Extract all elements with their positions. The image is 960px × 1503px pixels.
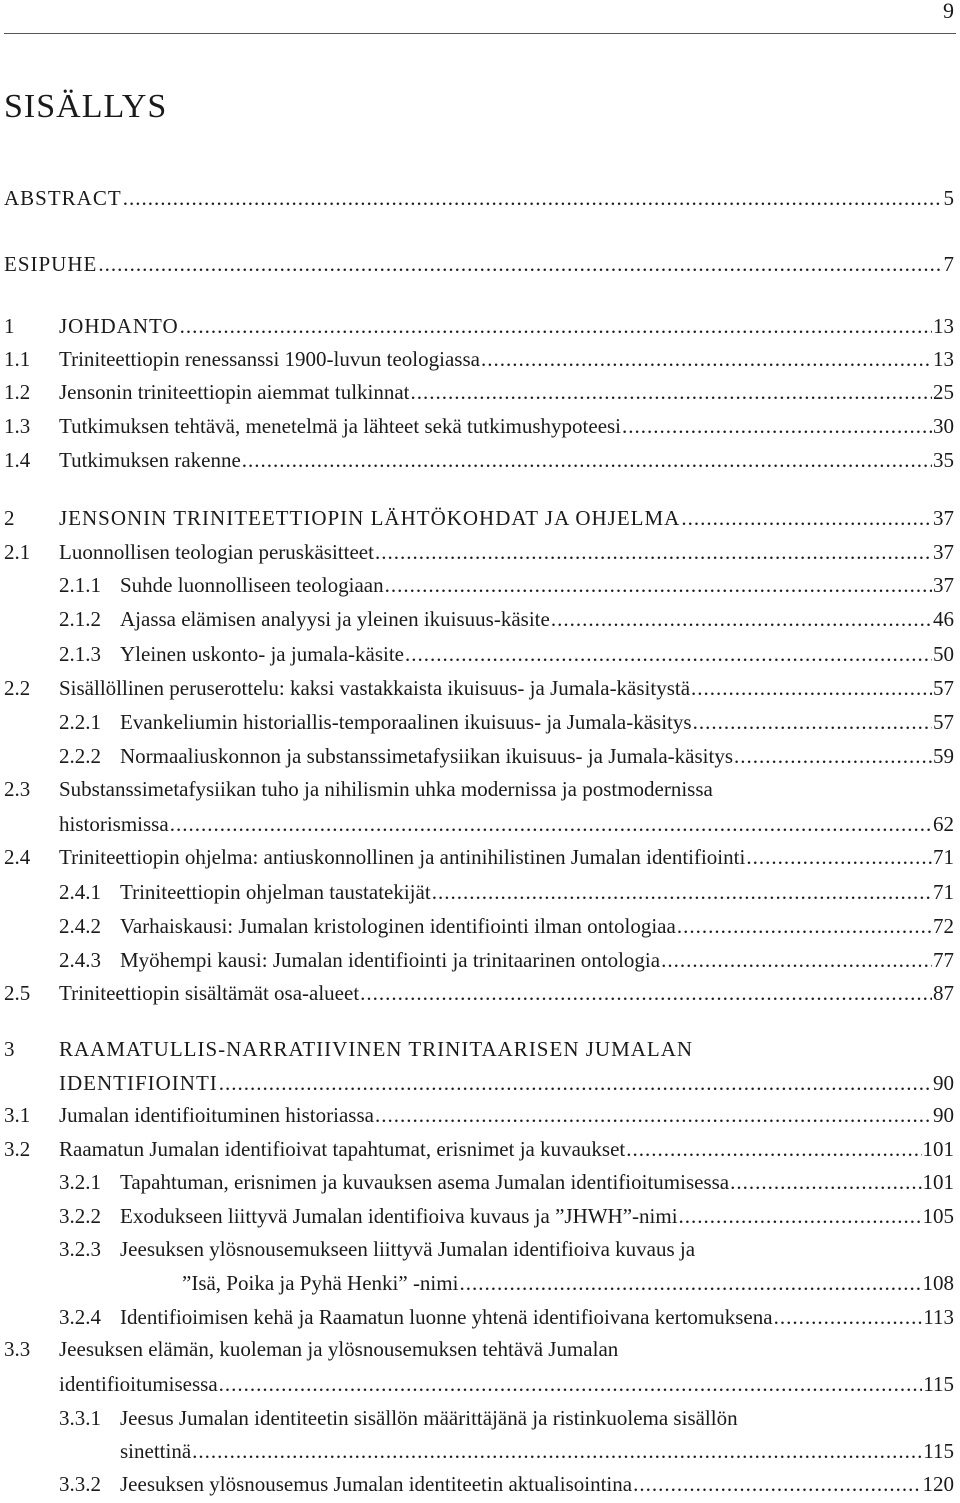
toc-dot-leader — [633, 1467, 921, 1501]
toc-entry-title: Tutkimuksen tehtävä, menetelmä ja lähteet sekä tutkimushypoteesi — [59, 414, 622, 438]
toc-entry-title: Normaaliuskonnon ja substanssimetafysiikan ikuisuus- ja Jumala-käsitys — [120, 744, 733, 768]
toc-dot-leader — [123, 181, 943, 215]
toc-dot-leader — [98, 247, 942, 281]
toc-entry-number: 3 — [4, 1037, 15, 1061]
toc-entry — [4, 602, 954, 636]
toc-entry-title: historismissa — [59, 812, 169, 836]
toc-entry-title: Varhaiskausi: Jumalan kristologinen identifiointi ilman ontologiaa — [120, 914, 676, 938]
toc-entry-page: 105 — [922, 1204, 954, 1228]
toc-entry-page: 120 — [922, 1472, 954, 1496]
toc-entry-title: Triniteettiopin ohjelman taustatekijät — [120, 880, 431, 904]
toc-dot-leader — [180, 309, 932, 343]
toc-entry-title: Triniteettiopin sisältämät osa-alueet — [59, 981, 360, 1005]
toc-entry-page: 13 — [933, 314, 954, 338]
toc-entry-page: 90 — [933, 1071, 954, 1095]
toc-dot-leader — [170, 807, 932, 841]
toc-dot-leader — [459, 1266, 921, 1300]
toc-entry-page: 62 — [933, 812, 954, 836]
toc-entry-page: 37 — [933, 540, 954, 564]
toc-entry — [4, 1032, 954, 1066]
toc-entry-title: identifioitumisessa — [59, 1372, 218, 1396]
toc-dot-leader — [551, 602, 932, 636]
toc-entry-number: 2.4.3 — [59, 948, 101, 972]
toc-entry-title: Tutkimuksen rakenne — [59, 448, 241, 472]
toc-entry-page: 37 — [933, 506, 954, 530]
toc-entry-page: 72 — [933, 914, 954, 938]
toc-entry-number: 3.2.4 — [59, 1305, 101, 1329]
toc-entry-page: 77 — [933, 948, 954, 972]
toc-entry-number: 1.4 — [4, 448, 31, 472]
toc-entry — [4, 976, 954, 1010]
toc-entry-page: 90 — [933, 1103, 954, 1127]
toc-entry — [4, 409, 954, 443]
toc-dot-leader — [219, 1066, 932, 1100]
toc-entry-number: 3.3.2 — [59, 1472, 101, 1496]
toc-entry-title: Jensonin triniteettiopin aiemmat tulkinnat — [59, 380, 410, 404]
toc-entry — [4, 501, 954, 535]
toc-dot-leader — [681, 501, 932, 535]
toc-entry-title: Raamatun Jumalan identifioivat tapahtumat, erisnimet ja kuvaukset — [59, 1137, 626, 1161]
toc-entry — [4, 1132, 954, 1166]
toc-entry-title: Tapahtuman, erisnimen ja kuvauksen asema Jumalan identifioitumisessa — [120, 1170, 730, 1194]
toc-dot-leader — [219, 1367, 923, 1401]
toc-entry-number: 3.2.2 — [59, 1204, 101, 1228]
toc-entry-page: 87 — [933, 981, 954, 1005]
toc-dot-leader — [192, 1434, 922, 1468]
toc-entry-title: Jeesuksen ylösnousemus Jumalan identiteetin aktualisointina — [120, 1472, 633, 1496]
toc-entry-title: RAAMATULLIS-NARRATIIVINEN TRINITAARISEN JUMALAN — [59, 1037, 694, 1061]
toc-entry-title: Luonnollisen teologian peruskäsitteet — [59, 540, 374, 564]
toc-entry-title: JENSONIN TRINITEETTIOPIN LÄHTÖKOHDAT JA OHJELMA — [59, 506, 681, 530]
toc-entry-number: 3.1 — [4, 1103, 31, 1127]
toc-entry-title: Sisällöllinen peruserottelu: kaksi vastakkaista ikuisuus- ja Jumala-käsitystä — [59, 676, 691, 700]
toc-dot-leader — [691, 671, 932, 705]
toc-entry-page: 57 — [933, 710, 954, 734]
toc-entry — [4, 1232, 954, 1266]
toc-entry-number: 2 — [4, 506, 15, 530]
toc-dot-leader — [481, 342, 932, 376]
toc-entry — [4, 1367, 954, 1401]
toc-entry-title: Jeesus Jumalan identiteetin sisällön määrittäjänä ja ristinkuolema sisällön — [120, 1406, 738, 1430]
toc-entry-page: 108 — [922, 1271, 954, 1295]
toc-entry-page: 50 — [933, 642, 954, 666]
toc-entry — [4, 342, 954, 376]
toc-entry-title: Jeesuksen elämän, kuoleman ja ylösnousemuksen tehtävä Jumalan — [59, 1337, 619, 1361]
toc-entry-page: 46 — [933, 607, 954, 631]
toc-entry-number: 2.3 — [4, 777, 31, 801]
toc-entry — [4, 909, 954, 943]
toc-entry-number: 2.1.3 — [59, 642, 101, 666]
toc-dot-leader — [411, 375, 932, 409]
toc-entry-number: 3.3.1 — [59, 1406, 101, 1430]
toc-entry-number: 1.3 — [4, 414, 31, 438]
toc-entry — [4, 1098, 954, 1132]
toc-entry — [4, 1066, 954, 1100]
toc-entry-page: 7 — [943, 252, 954, 276]
toc-entry-title: Ajassa elämisen analyysi ja yleinen ikuisuus-käsite — [120, 607, 550, 631]
toc-entry-title: Yleinen uskonto- ja jumala-käsite — [120, 642, 405, 666]
toc-entry-number: 3.3 — [4, 1337, 31, 1361]
toc-entry — [4, 705, 954, 739]
toc-dot-leader — [661, 943, 932, 977]
toc-entry-number: 3.2.1 — [59, 1170, 101, 1194]
toc-dot-leader — [622, 409, 932, 443]
toc-entry-title: ABSTRACT — [4, 186, 122, 210]
toc-entry — [4, 1401, 954, 1435]
toc-entry-title: Triniteettiopin renessanssi 1900-luvun teologiassa — [59, 347, 480, 371]
toc-heading: SISÄLLYS — [4, 88, 168, 125]
toc-entry-title: Jumalan identifioituminen historiassa — [59, 1103, 374, 1127]
toc-entry-page: 101 — [922, 1170, 954, 1194]
toc-entry — [4, 1300, 954, 1334]
toc-entry — [4, 1199, 954, 1233]
toc-entry-page: 37 — [933, 573, 954, 597]
toc-entry — [4, 375, 954, 409]
toc-dot-leader — [734, 739, 932, 773]
toc-entry-title: Evankeliumin historiallis-temporaalinen ikuisuus- ja Jumala-käsitys — [120, 710, 692, 734]
toc-dot-leader — [432, 875, 932, 909]
toc-dot-leader — [405, 637, 932, 671]
toc-entry-title: JOHDANTO — [59, 314, 179, 338]
toc-entry-title: Myöhempi kausi: Jumalan identifiointi ja trinitaarinen ontologia — [120, 948, 661, 972]
toc-entry-page: 115 — [923, 1439, 954, 1463]
toc-entry — [4, 309, 954, 343]
toc-entry-title: Suhde luonnolliseen teologiaan — [120, 573, 384, 597]
toc-entry-page: 59 — [933, 744, 954, 768]
toc-entry-number: 2.1.1 — [59, 573, 101, 597]
toc-entry-number: 2.1 — [4, 540, 31, 564]
toc-dot-leader — [375, 535, 932, 569]
toc-entry-page: 71 — [933, 845, 954, 869]
toc-entry-page: 30 — [933, 414, 954, 438]
toc-entry — [4, 535, 954, 569]
toc-entry-number: 1.1 — [4, 347, 31, 371]
toc-entry-number: 2.4 — [4, 845, 31, 869]
toc-entry — [4, 1165, 954, 1199]
toc-entry-page: 5 — [943, 186, 954, 210]
toc-entry — [4, 637, 954, 671]
toc-entry-title: sinettinä — [120, 1439, 192, 1463]
toc-dot-leader — [677, 909, 932, 943]
toc-entry — [4, 1434, 954, 1468]
toc-entry-page: 115 — [923, 1372, 954, 1396]
toc-entry — [4, 247, 954, 281]
toc-entry — [4, 181, 954, 215]
toc-entry-page: 113 — [923, 1305, 954, 1329]
toc-dot-leader — [375, 1098, 932, 1132]
toc-entry-title: Identifioimisen kehä ja Raamatun luonne yhtenä identifioivana kertomuksena — [120, 1305, 773, 1329]
toc-entry-title: Substanssimetafysiikan tuho ja nihilismin uhka modernissa ja postmodernissa — [59, 777, 713, 801]
toc-entry-title: Jeesuksen ylösnousemukseen liittyvä Jumalan identifioiva kuvaus ja — [120, 1237, 696, 1261]
toc-entry-page: 57 — [933, 676, 954, 700]
toc-entry-number: 2.5 — [4, 981, 31, 1005]
toc-entry — [4, 807, 954, 841]
toc-entry-number: 2.4.1 — [59, 880, 101, 904]
toc-dot-leader — [242, 443, 932, 477]
toc-entry-number: 3.2.3 — [59, 1237, 101, 1261]
toc-entry — [4, 739, 954, 773]
toc-entry-page: 13 — [933, 347, 954, 371]
toc-entry — [4, 875, 954, 909]
toc-entry — [4, 568, 954, 602]
toc-entry-number: 3.2 — [4, 1137, 31, 1161]
toc-dot-leader — [679, 1199, 922, 1233]
toc-entry-title: ESIPUHE — [4, 252, 98, 276]
toc-entry-page: 101 — [922, 1137, 954, 1161]
page-number: 9 — [943, 0, 954, 23]
toc-dot-leader — [746, 840, 932, 874]
toc-entry — [4, 1332, 954, 1366]
toc-entry — [4, 1467, 954, 1501]
toc-dot-leader — [730, 1165, 921, 1199]
toc-entry-page: 25 — [933, 380, 954, 404]
toc-dot-leader — [385, 568, 932, 602]
toc-entry-page: 35 — [933, 448, 954, 472]
toc-entry-number: 2.2.1 — [59, 710, 101, 734]
toc-entry-title: IDENTIFIOINTI — [59, 1071, 218, 1095]
toc-entry — [4, 943, 954, 977]
toc-entry — [4, 1266, 954, 1300]
toc-entry — [4, 443, 954, 477]
toc-entry-title: Triniteettiopin ohjelma: antiuskonnollinen ja antinihilistinen Jumalan identifiointi — [59, 845, 746, 869]
toc-entry-number: 2.4.2 — [59, 914, 101, 938]
toc-dot-leader — [774, 1300, 923, 1334]
toc-entry-number: 1.2 — [4, 380, 31, 404]
toc-entry-number: 2.2.2 — [59, 744, 101, 768]
toc-entry — [4, 671, 954, 705]
toc-dot-leader — [693, 705, 932, 739]
toc-entry-number: 1 — [4, 314, 15, 338]
toc-entry-number: 2.1.2 — [59, 607, 101, 631]
toc-dot-leader — [626, 1132, 921, 1166]
toc-entry-number: 2.2 — [4, 676, 31, 700]
toc-entry-page: 71 — [933, 880, 954, 904]
toc-entry — [4, 772, 954, 806]
toc-entry-title: ”Isä, Poika ja Pyhä Henki” -nimi — [182, 1271, 459, 1295]
toc-dot-leader — [360, 976, 932, 1010]
toc-entry-title: Exodukseen liittyvä Jumalan identifioiva kuvaus ja ”JHWH”-nimi — [120, 1204, 678, 1228]
toc-entry — [4, 840, 954, 874]
header-rule — [4, 33, 956, 34]
